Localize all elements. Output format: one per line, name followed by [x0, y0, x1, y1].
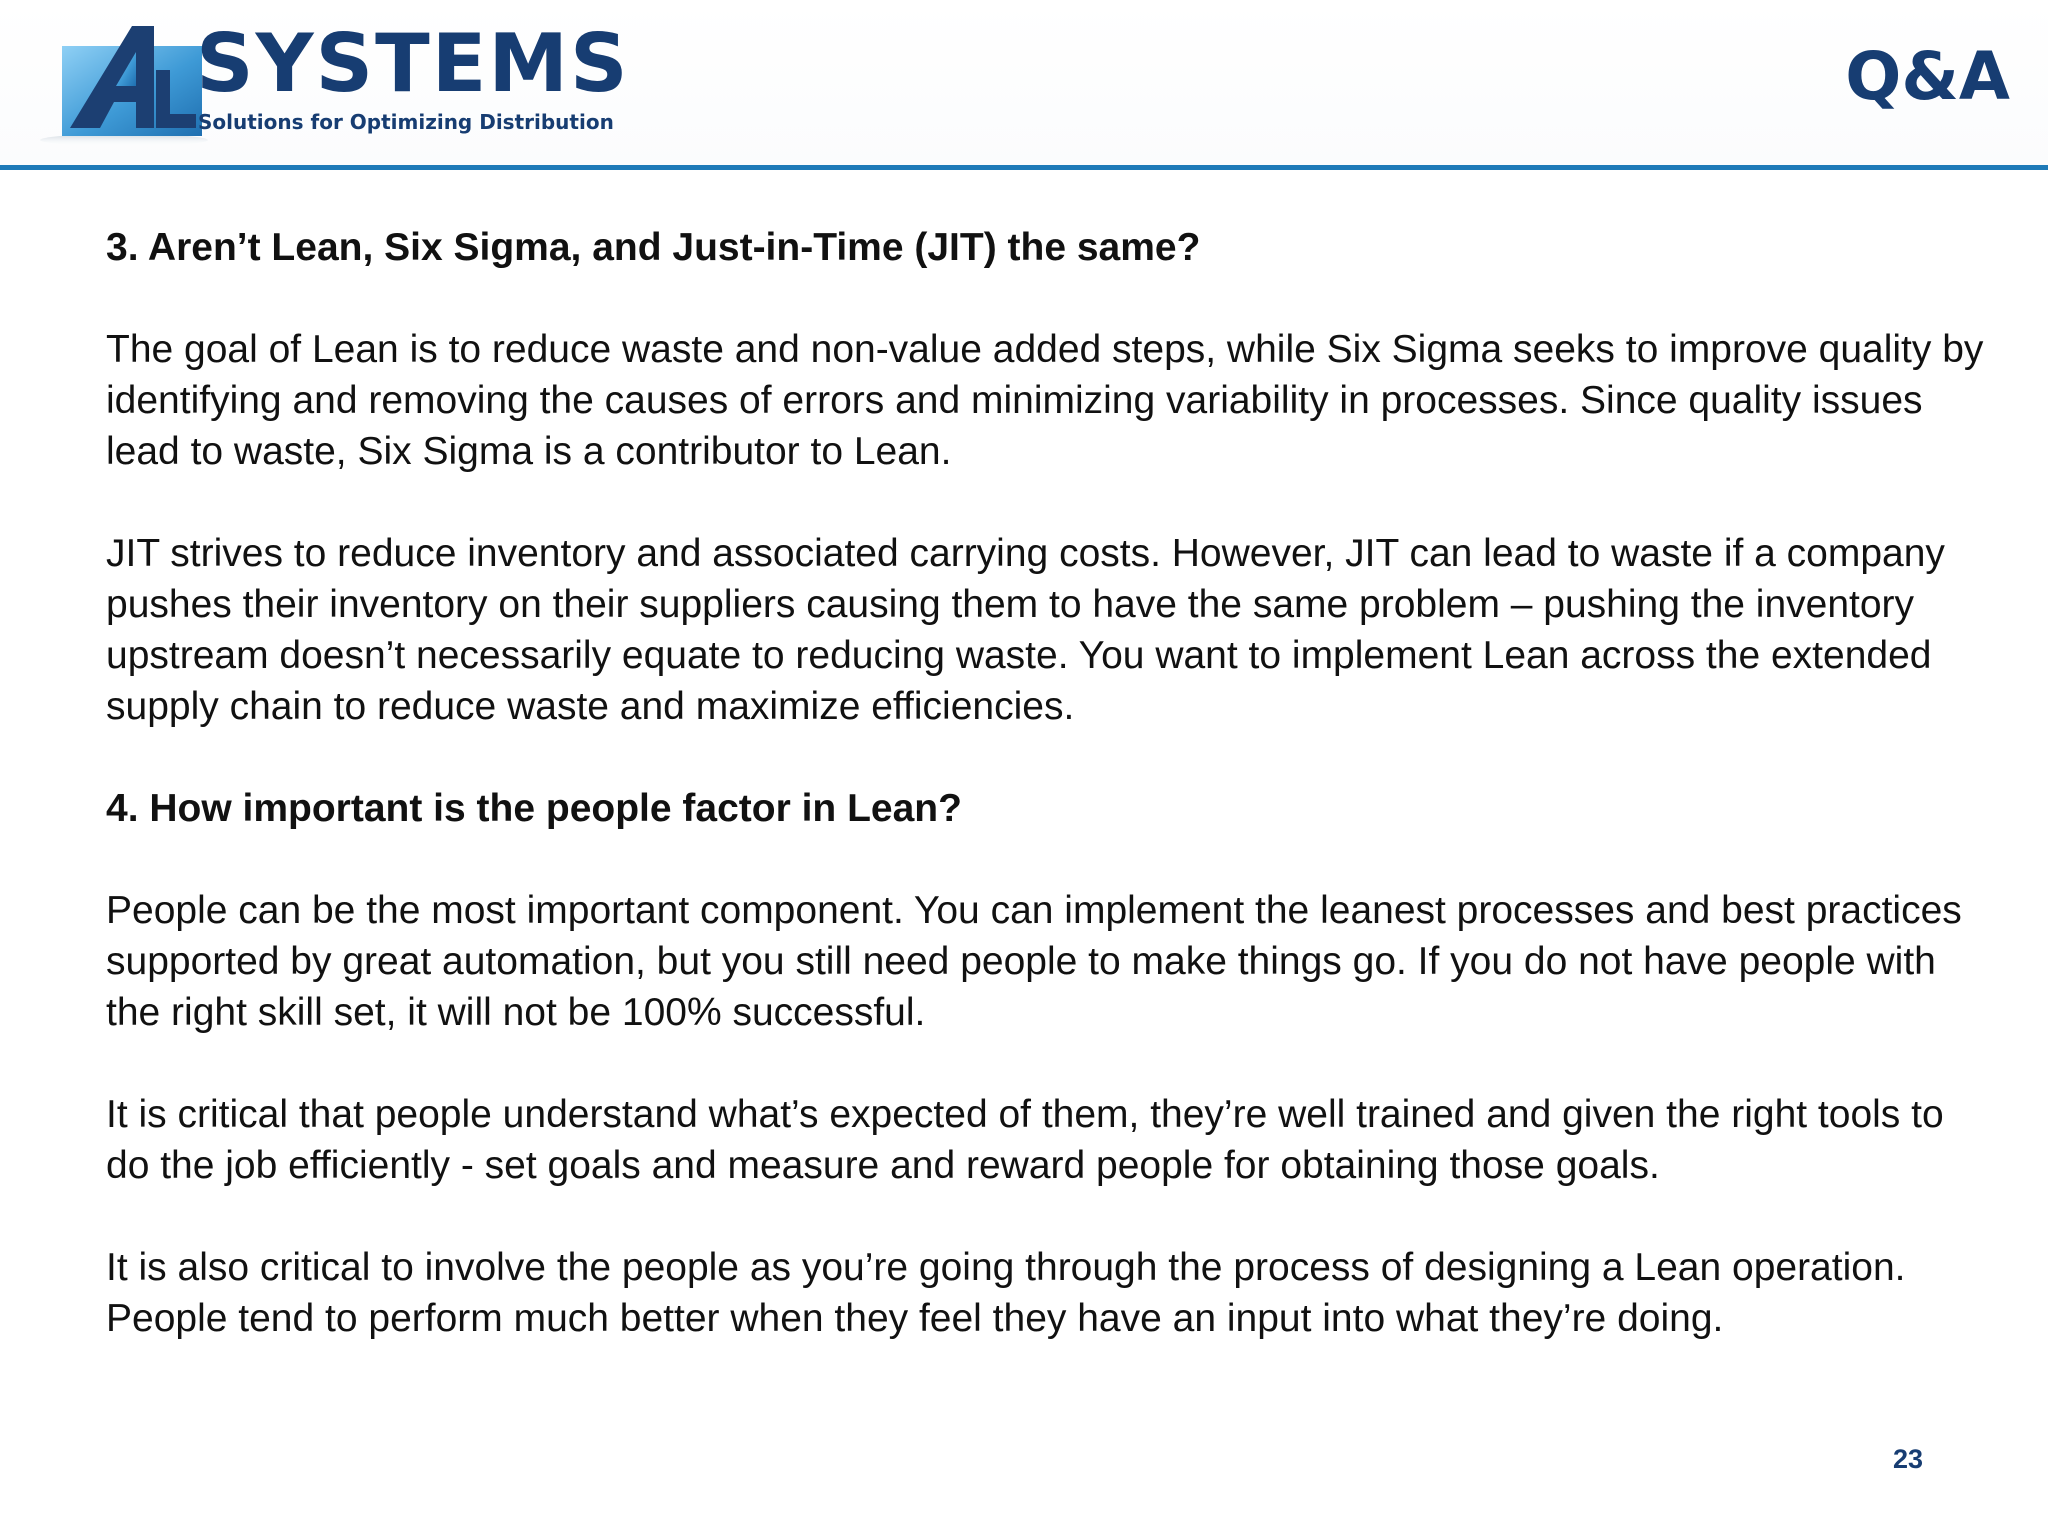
answer-3-paragraph-2: JIT strives to reduce inventory and associated carrying costs. However, JIT can lead to waste if a company pushes their inventory on their suppliers causing them to have the same problem – pushing the inventory upstream doesn’t necessarily equate to reducing waste. You want to implement Lean across the extended supply chain to reduce waste and maximize efficiencies. [106, 532, 1945, 728]
question-3: 3. Aren’t Lean, Six Sigma, and Just-in-Time (JIT) the same? [106, 226, 1201, 269]
answer-4-paragraph-3: It is also critical to involve the people as you’re going through the process of designing a Lean operation. People tend to perform much better when they feel they have an input into what they’re doing. [106, 1246, 1906, 1340]
page-number: 23 [1893, 1444, 1924, 1474]
slide-body [106, 222, 1986, 1395]
answer-4-paragraph-2: It is critical that people understand what’s expected of them, they’re well trained and given the right tools to do the job efficiently - set goals and measure and reward people for obtaining those goals. [106, 1093, 1944, 1187]
header-divider [0, 165, 2048, 170]
slide-header [0, 0, 2048, 168]
answer-4-paragraph-1: People can be the most important component. You can implement the leanest processes and best practices supported by great automation, but you still need people to make things go. If you do not have people with the right skill set, it will not be 100% successful. [106, 889, 1962, 1034]
logo-wordmark: SYSTEMS [196, 17, 630, 110]
logo-mark-icon [40, 18, 208, 146]
logo-tagline: Solutions for Optimizing Distribution [198, 110, 614, 134]
company-logo [20, 14, 630, 154]
question-4: 4. How important is the people factor in Lean? [106, 787, 962, 830]
section-title: Q&A [1845, 38, 2010, 115]
answer-3-paragraph-1: The goal of Lean is to reduce waste and non-value added steps, while Six Sigma seeks to improve quality by identifying and removing the causes of errors and minimizing variability in processes. Since quality issues lead to waste, Six Sigma is a contributor to Lean. [106, 328, 1984, 473]
